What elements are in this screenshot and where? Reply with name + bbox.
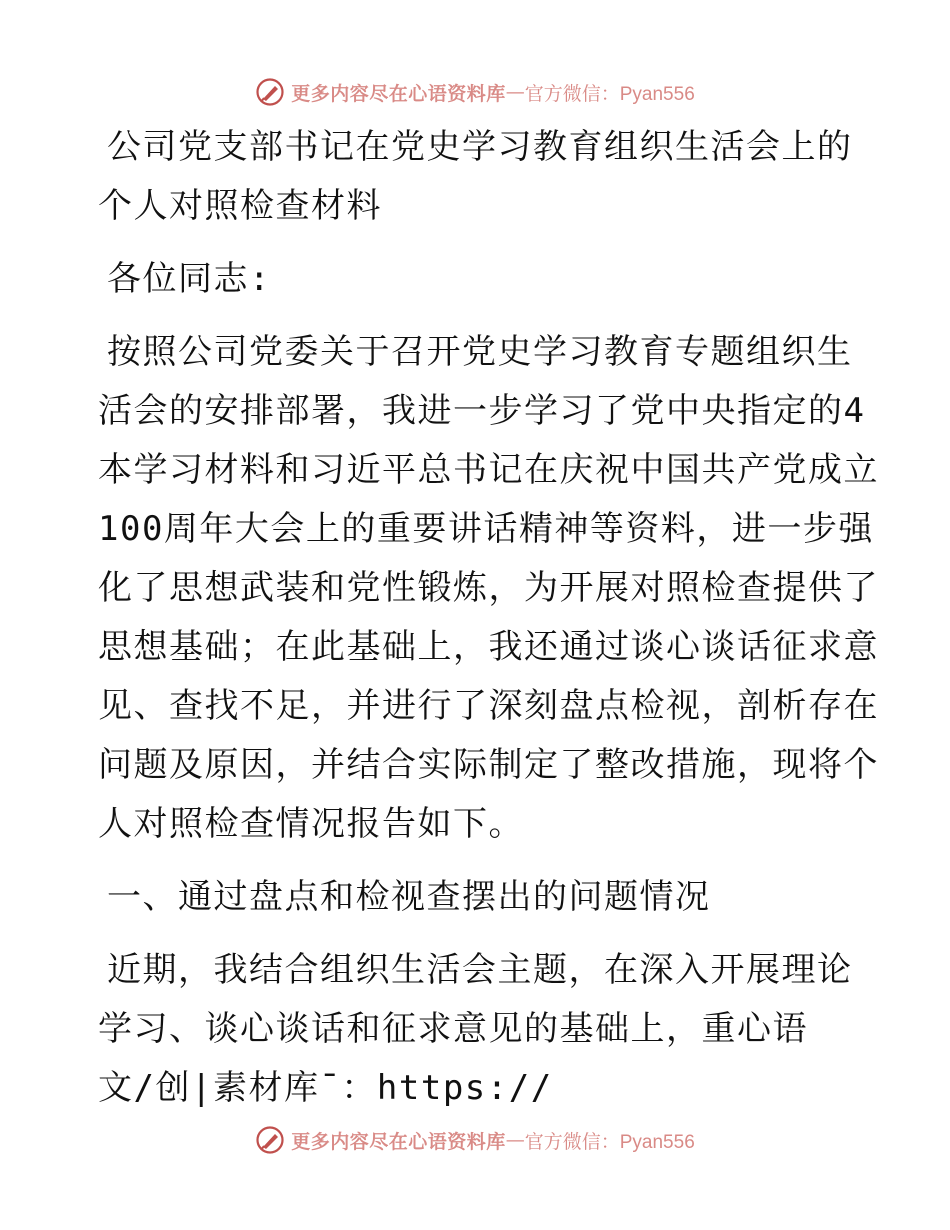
watermark-banner-bottom: [0, 1120, 950, 1160]
watermark-contact-text: 官方微信：Pyan556: [524, 1131, 695, 1153]
paragraph-line: 见、查找不足，并进行了深刻盘点检视，剖析存在: [98, 686, 879, 726]
paragraph-line: 本学习材料和习近平总书记在庆祝中国共产党成立: [98, 450, 879, 490]
paragraph-line: 近期，我结合组织生活会主题，在深入开展理论: [107, 950, 853, 990]
paragraph-line: 思想基础；在此基础上，我还通过谈心谈话征求意: [98, 627, 879, 667]
quill-logo-icon: [255, 1125, 285, 1155]
paragraph-line: 文/创|素材库¯：https://: [98, 1068, 553, 1108]
salutation: 各位同志:: [107, 259, 271, 299]
paragraph-line: 活会的安排部署，我进一步学习了党中央指定的4: [98, 391, 866, 431]
watermark-banner-top: [0, 72, 950, 112]
paragraph-line: 学习、谈心谈话和征求意见的基础上，重心语: [98, 1009, 808, 1049]
paragraph-line: 按照公司党委关于召开党史学习教育专题组织生: [107, 332, 853, 372]
document-body: [98, 118, 879, 1118]
paragraph-line: 人对照检查情况报告如下。: [98, 804, 524, 844]
watermark-brand-text: 更多内容尽在心语资料库: [291, 1130, 506, 1153]
paragraph-line: 100周年大会上的重要讲话精神等资料，进一步强: [98, 509, 874, 549]
watermark-separator: —: [505, 1129, 525, 1151]
paragraph-line: 化了思想武装和党性锻炼，为开展对照检查提供了: [98, 568, 879, 608]
section-heading: 一、通过盘点和检视查摆出的问题情况: [107, 877, 711, 917]
paragraph-line: 问题及原因，并结合实际制定了整改措施，现将个: [98, 745, 879, 785]
watermark-contact-text: 官方微信：Pyan556: [524, 83, 695, 105]
watermark-brand-text: 更多内容尽在心语资料库: [291, 82, 506, 105]
watermark-separator: —: [505, 81, 525, 103]
document-title-line: 公司党支部书记在党史学习教育组织生活会上的: [107, 127, 853, 167]
document-title-line: 个人对照检查材料: [98, 186, 382, 226]
quill-logo-icon: [255, 77, 285, 107]
